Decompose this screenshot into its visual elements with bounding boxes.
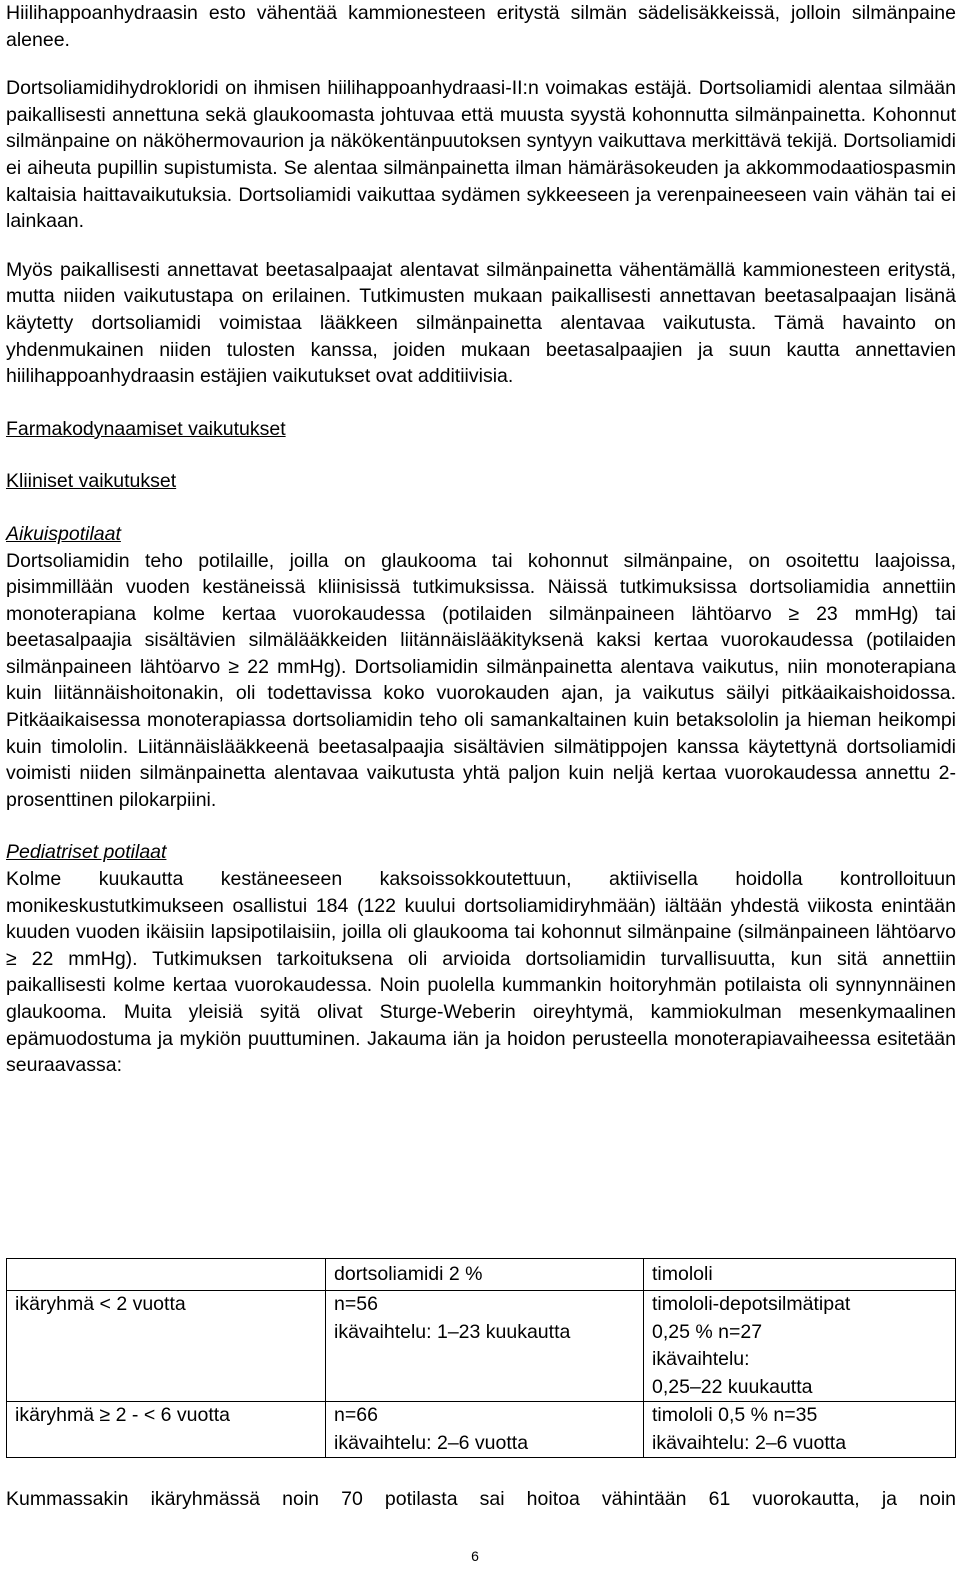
page-number: 6 (471, 1548, 479, 1564)
cell-line: ikävaihtelu: 2–6 vuotta (652, 1431, 847, 1454)
cell-line: ikävaihtelu: 1–23 kuukautta (334, 1320, 571, 1343)
table-cell-dorzolamide (326, 1402, 644, 1458)
table-header-cell-empty (7, 1259, 326, 1291)
table-header-timolol: timololi (644, 1259, 956, 1291)
table-header-dorzolamide: dortsoliamidi 2 % (326, 1259, 644, 1291)
age-distribution-table (6, 1258, 956, 1458)
paragraph-continuation: Kummassakin ikäryhmässä noin 70 potilasta sai hoitoa vähintään 61 vuorokautta, ja noin (6, 1488, 956, 1510)
paragraph-mechanism: Hiilihappoanhydraasin esto vähentää kammionesteen eritystä silmän sädelisäkkeissä, jolloin silmänpaine alenee. (6, 2, 956, 51)
table-row (7, 1402, 956, 1458)
paragraph-pediatric-patients: Kolme kuukautta kestäneeseen kaksoissokkoutettuun, aktiivisella hoidolla kontrolloituun monikeskustutkimukseen osallistui 184 (122 kuului dortsoliamidiryhmään) iältään yhdestä viikosta enintään kuuden vuoden ikäisiin lapsipotilaisiin, joilla oli glaukooma tai kohonnut silmänpaine (silmänpaineen lähtöarvo ≥ 22 mmHg). Tutkimuksen tarkoituksena oli arvioida dortsoliamidin turvallisuutta, kun sitä annettiin paikallisesti kolme kertaa vuorokaudessa. Noin puolella kummankin hoitoryhmän potilaista oli synnynnäinen glaukooma. Muita yleisiä syitä olivat Sturge-Weberin oireyhtymä, kammiokulman mesenkymaalinen epämuodostuma ja mykiön puuttuminen. Jakauma iän ja hoidon perusteella monoterapiavaiheessa esitetään seuraavassa: (6, 868, 956, 1077)
table-header-row (7, 1259, 956, 1291)
heading-adult-patients: Aikuispotilaat (6, 522, 121, 545)
cell-line: timololi-depotsilmätipat (652, 1293, 851, 1315)
paragraph-beta-blockers: Myös paikallisesti annettavat beetasalpaajat alentavat silmänpainetta vähentämällä kammionesteen eritystä, mutta niiden vaikutustapa on erilainen. Tutkimusten mukaan paikallisesti annettavan beetasalpaajan lisänä käytetty dortsoliamidi voimistaa lääkkeen silmänpainetta alentavaa vaikutusta. Tämä havainto on yhdenmukainen niiden tulosten kanssa, joiden mukaan beetasalpaajien ja suun kautta annettavien hiilihappoanhydraasin estäjien vaikutukset ovat additiivisia. (6, 258, 956, 388)
cell-line: timololi 0,5 % n=35 (652, 1404, 818, 1426)
table-cell-timolol (644, 1402, 956, 1458)
cell-line: 0,25 % n=27 (652, 1320, 763, 1343)
heading-pediatric-patients: Pediatriset potilaat (6, 841, 167, 864)
heading-pharmacodynamic-effects: Farmakodynaamiset vaikutukset (6, 417, 286, 440)
table-cell-dorzolamide (326, 1291, 644, 1402)
cell-line: 0,25–22 kuukautta (652, 1375, 813, 1398)
heading-clinical-effects: Kliiniset vaikutukset (6, 470, 177, 493)
cell-line: n=56 (334, 1293, 378, 1315)
cell-line: ikävaihtelu: 2–6 vuotta (334, 1431, 529, 1454)
table-cell-timolol (644, 1291, 956, 1402)
document-page (6, 0, 956, 1079)
table-row (7, 1291, 956, 1402)
cell-line: n=66 (334, 1404, 378, 1426)
paragraph-adult-patients: Dortsoliamidin teho potilaille, joilla on glaukooma tai kohonnut silmänpaine, on osoitettu laajoissa, pisimmillään vuoden kestäneissä kliinisissä tutkimuksissa. Näissä tutkimuksissa dortsoliamidia annettiin monoterapiana kolme kertaa vuorokaudessa (potilaiden silmänpaineen lähtöarvo ≥ 23 mmHg) tai beetasalpaajia sisältävien silmälääkkeiden liitännäislääkityksenä kaksi kertaa vuorokaudessa (potilaiden silmänpaineen lähtöarvo ≥ 22 mmHg). Dortsoliamidin silmänpainetta alentava vaikutus, niin monoterapiana kuin liitännäishoitonakin, oli todettavissa koko vuorokauden ajan, ja vaikutus säilyi pitkäaikaishoidossa. Pitkäaikaisessa monoterapiassa dortsoliamidin teho oli samankaltainen kuin betaksololin ja hieman heikompi kuin timololin. Liitännäislääkkeenä beetasalpaajia sisältävien silmätippojen kanssa käytettynä dortsoliamidi voimisti niiden silmänpainetta alentavaa vaikutusta yhtä paljon kuin neljä kertaa vuorokaudessa annettu 2-prosenttinen pilokarpiini. (6, 549, 956, 811)
table-cell-age-group: ikäryhmä < 2 vuotta (7, 1291, 326, 1402)
cell-line: ikävaihtelu: (652, 1348, 750, 1370)
paragraph-dorzolamide-effect: Dortsoliamidihydrokloridi on ihmisen hiilihappoanhydraasi-II:n voimakas estäjä. Dortsoliamidi alentaa silmään paikallisesti annettuna sekä glaukoomasta johtuvaa että muusta syystä kohonnutta silmänpainetta. Kohonnut silmänpaine on näköhermovaurion ja näkökentänpuutoksen syntyyn vaikuttava merkittävä tekijä. Dortsoliamidi ei aiheuta pupillin supistumista. Se alentaa silmänpainetta ilman hämäräsokeuden ja akkommodaatiospasmin kaltaisia haittavaikutuksia. Dortsoliamidi vaikuttaa sydämen sykkeeseen ja verenpaineeseen vain vähän tai ei lainkaan. (6, 77, 956, 233)
table-cell-age-group: ikäryhmä ≥ 2 - < 6 vuotta (7, 1402, 326, 1458)
